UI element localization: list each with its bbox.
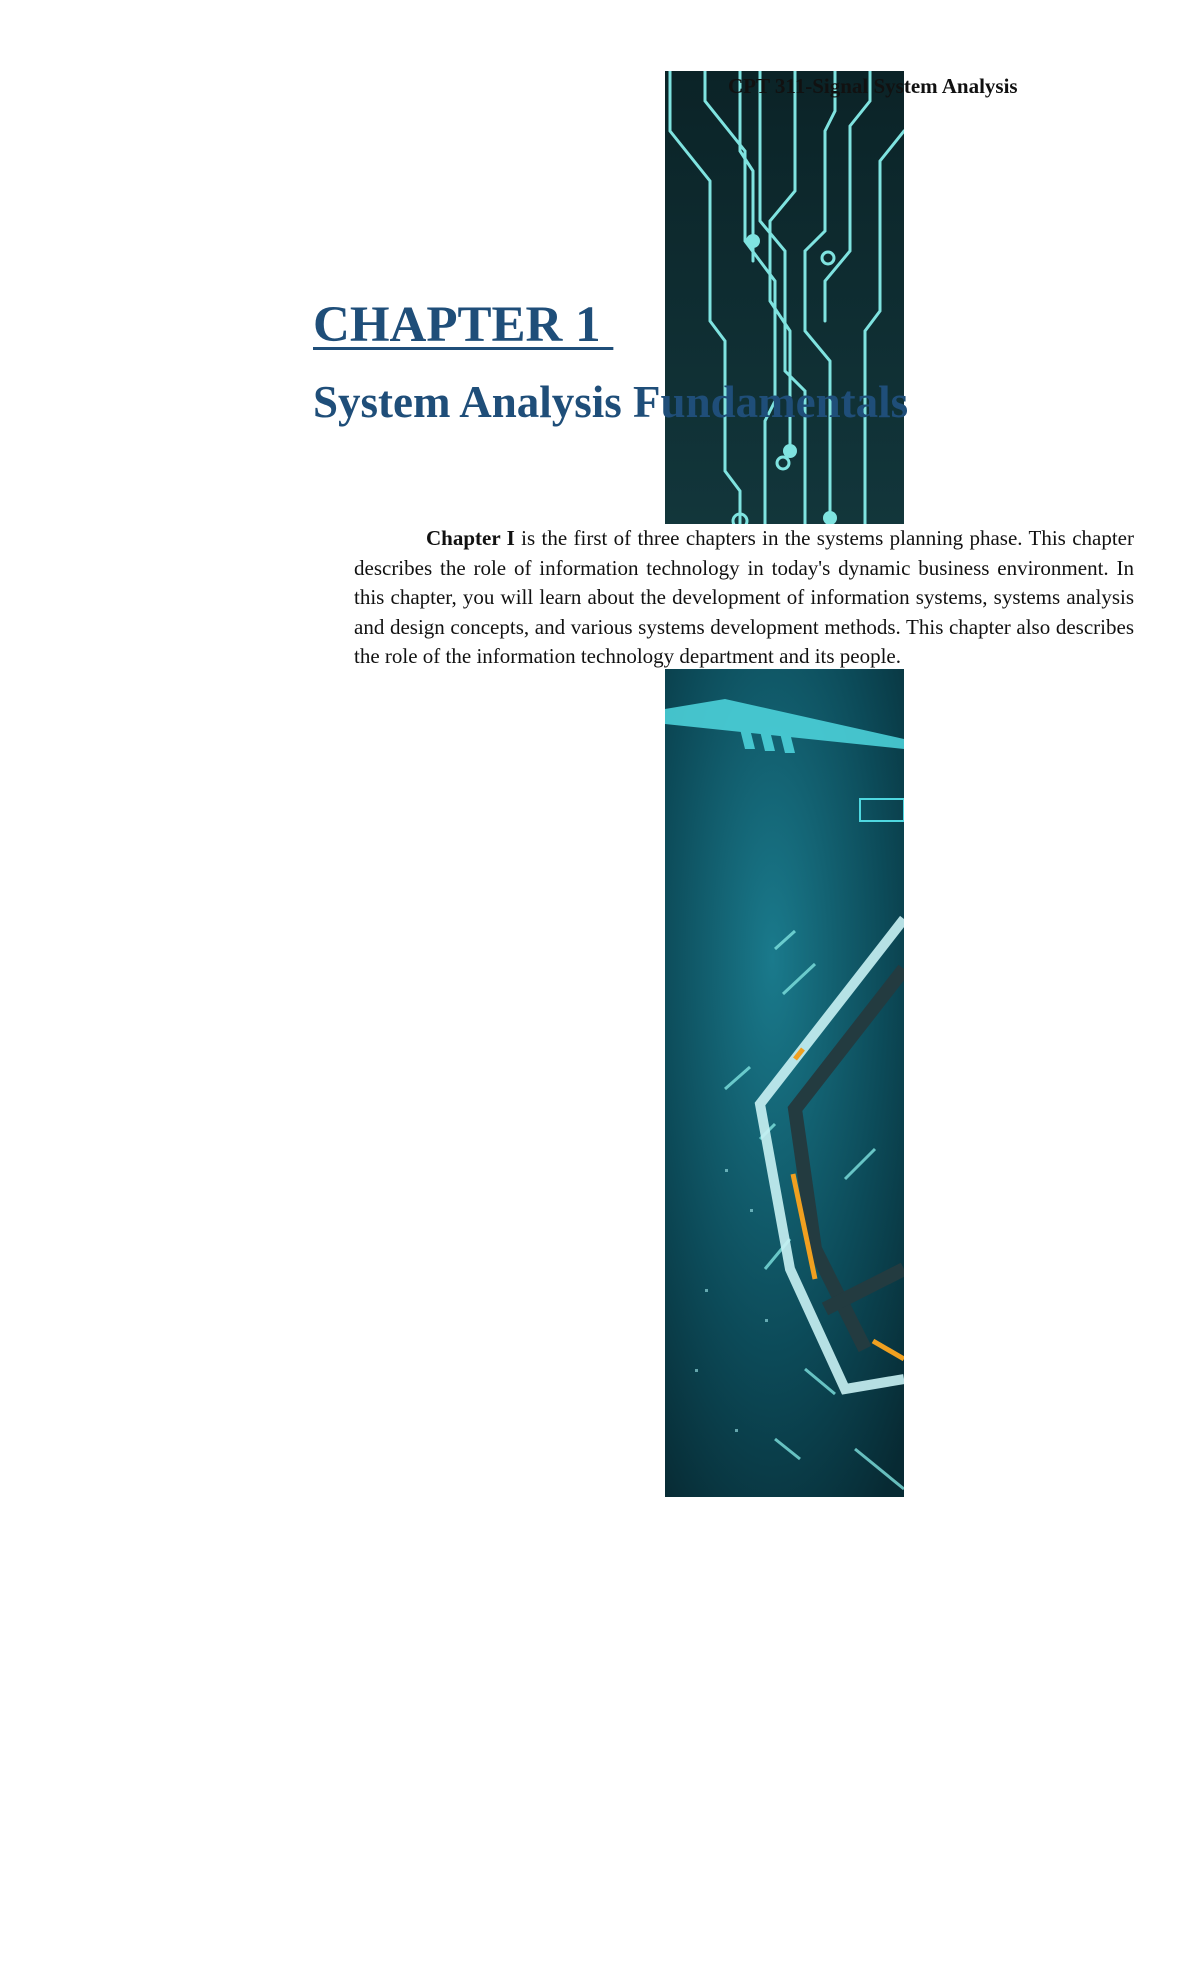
tech-cube-image	[665, 669, 904, 1497]
chapter-number: CHAPTER 1	[313, 297, 614, 353]
chapter-title: System Analysis Fundamentals	[313, 377, 909, 427]
chapter-intro-paragraph	[354, 524, 1134, 672]
running-header: CPT 311-Signal System Analysis	[728, 74, 1018, 98]
intro-body: is the first of three chapters in the systems planning phase. This chapter describes the role of information technology in today's dynamic business environment. In this chapter, you will learn about the development of information systems, systems analysis and design concepts, and various systems development methods. This chapter also describes the role of the information technology department and its people.	[354, 526, 1134, 668]
intro-lead: Chapter I	[426, 526, 515, 550]
circuit-board-image	[665, 71, 904, 524]
